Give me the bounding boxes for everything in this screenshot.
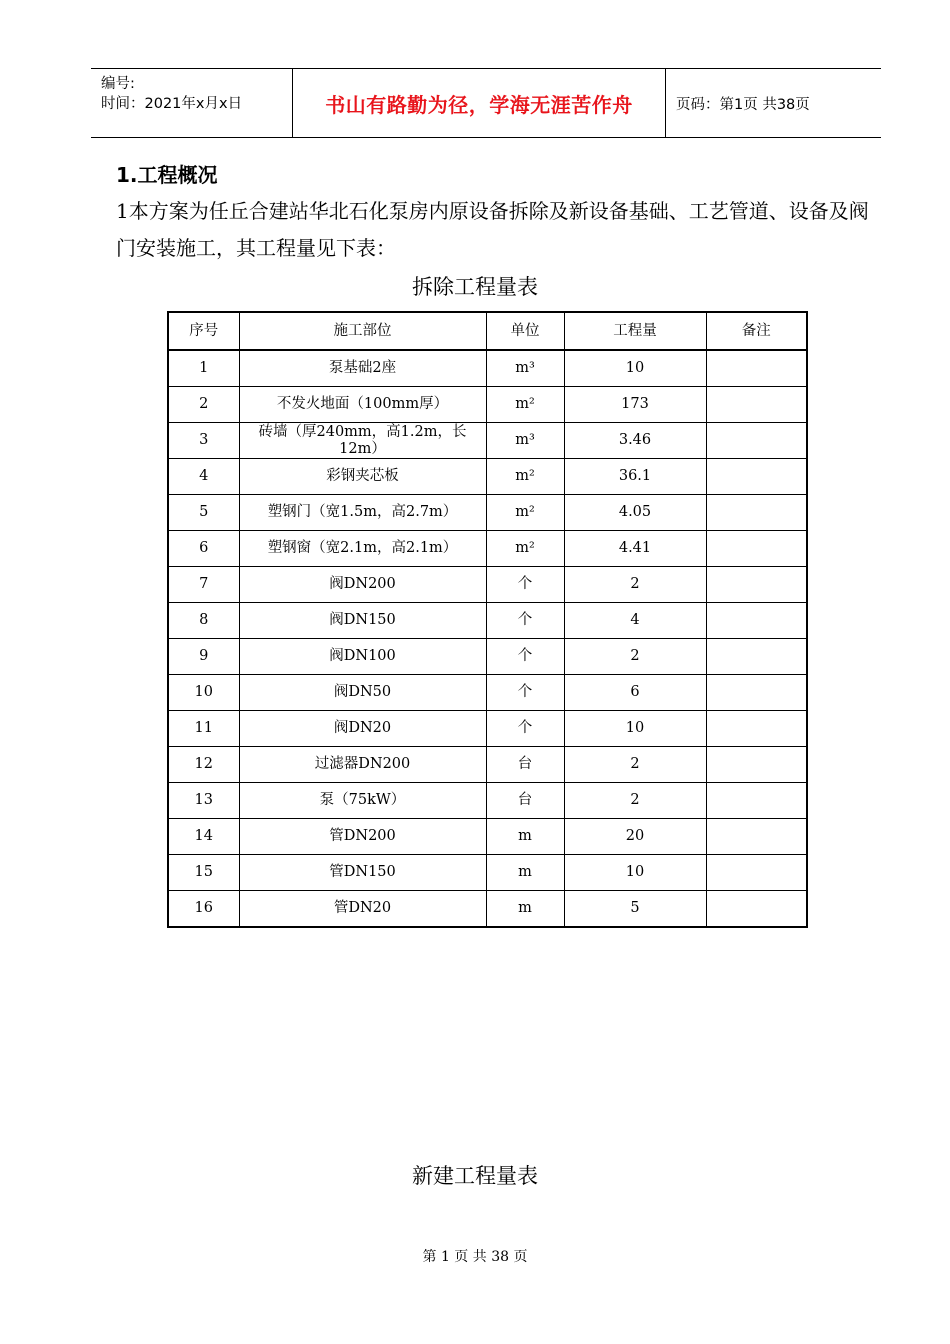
cell-unit: m [486, 891, 564, 928]
column-header-quantity: 工程量 [564, 312, 706, 350]
demolition-table-title: 拆除工程量表 [412, 275, 538, 299]
cell-unit: 个 [486, 603, 564, 639]
doc-number-label: 编号: [101, 76, 135, 92]
cell-quantity: 2 [564, 639, 706, 675]
table-row [168, 783, 807, 819]
column-header-unit: 单位 [486, 312, 564, 350]
cell-part: 管DN200 [239, 819, 486, 855]
cell-part: 泵基础2座 [239, 350, 486, 387]
cell-part: 彩钢夹芯板 [239, 459, 486, 495]
cell-unit: m² [486, 531, 564, 567]
new-construction-table-title: 新建工程量表 [412, 1164, 538, 1188]
cell-quantity: 10 [564, 350, 706, 387]
cell-seq: 16 [168, 891, 239, 928]
cell-unit: 台 [486, 747, 564, 783]
cell-part: 阀DN150 [239, 603, 486, 639]
cell-part: 阀DN20 [239, 711, 486, 747]
overview-paragraph: 1本方案为任丘合建站华北石化泵房内原设备拆除及新设备基础、工艺管道、设备及阀门安装施工，其工程量见下表： [116, 199, 869, 260]
cell-quantity: 5 [564, 891, 706, 928]
column-header-seq: 序号 [168, 312, 239, 350]
cell-remark [706, 891, 807, 928]
table-row [168, 387, 807, 423]
table-row [168, 891, 807, 928]
cell-remark [706, 819, 807, 855]
table-row [168, 855, 807, 891]
header-page-info: 页码：第1页 共38页 [676, 96, 810, 113]
page-footer: 第 1 页 共 38 页 [422, 1249, 528, 1265]
cell-quantity: 20 [564, 819, 706, 855]
column-header-remark: 备注 [706, 312, 807, 350]
cell-unit: 台 [486, 783, 564, 819]
cell-quantity: 2 [564, 783, 706, 819]
cell-remark [706, 459, 807, 495]
cell-seq: 5 [168, 495, 239, 531]
cell-quantity: 10 [564, 855, 706, 891]
table-row [168, 459, 807, 495]
cell-unit: m² [486, 459, 564, 495]
cell-unit: 个 [486, 675, 564, 711]
cell-seq: 15 [168, 855, 239, 891]
cell-seq: 4 [168, 459, 239, 495]
cell-part: 塑钢窗（宽2.1m，高2.1m） [239, 531, 486, 567]
cell-quantity: 36.1 [564, 459, 706, 495]
cell-seq: 1 [168, 350, 239, 387]
cell-part: 过滤器DN200 [239, 747, 486, 783]
cell-quantity: 173 [564, 387, 706, 423]
cell-seq: 13 [168, 783, 239, 819]
cell-seq: 2 [168, 387, 239, 423]
cell-unit: m² [486, 387, 564, 423]
table-row [168, 423, 807, 459]
cell-part: 砖墙（厚240mm，高1.2m，长12m） [239, 423, 486, 459]
demolition-quantity-table [167, 311, 808, 928]
cell-part: 阀DN200 [239, 567, 486, 603]
cell-unit: 个 [486, 567, 564, 603]
cell-remark [706, 675, 807, 711]
header-slogan-cell [293, 69, 666, 137]
cell-unit: m³ [486, 350, 564, 387]
cell-quantity: 4.05 [564, 495, 706, 531]
cell-remark [706, 350, 807, 387]
cell-remark [706, 783, 807, 819]
table-row [168, 603, 807, 639]
table-row [168, 495, 807, 531]
cell-part: 阀DN50 [239, 675, 486, 711]
cell-quantity: 6 [564, 675, 706, 711]
cell-unit: m² [486, 495, 564, 531]
cell-remark [706, 639, 807, 675]
table-header-row [168, 312, 807, 350]
cell-remark [706, 711, 807, 747]
cell-remark [706, 423, 807, 459]
cell-remark [706, 495, 807, 531]
cell-quantity: 2 [564, 567, 706, 603]
cell-seq: 9 [168, 639, 239, 675]
doc-time-label: 时间：2021年x月x日 [101, 96, 243, 112]
cell-quantity: 10 [564, 711, 706, 747]
cell-unit: 个 [486, 639, 564, 675]
cell-remark [706, 747, 807, 783]
table-row [168, 675, 807, 711]
header-slogan: 书山有路勤为径，学海无涯苦作舟 [325, 92, 633, 117]
cell-unit: m [486, 819, 564, 855]
cell-part: 管DN150 [239, 855, 486, 891]
cell-remark [706, 567, 807, 603]
table-row [168, 819, 807, 855]
cell-seq: 12 [168, 747, 239, 783]
cell-quantity: 4 [564, 603, 706, 639]
column-header-part: 施工部位 [239, 312, 486, 350]
cell-seq: 7 [168, 567, 239, 603]
section-title: 1.工程概况 [116, 163, 218, 187]
table-row [168, 639, 807, 675]
table-body [168, 350, 807, 927]
page-header [91, 68, 881, 138]
cell-quantity: 4.41 [564, 531, 706, 567]
table-row [168, 531, 807, 567]
cell-quantity: 3.46 [564, 423, 706, 459]
cell-part: 塑钢门（宽1.5m，高2.7m） [239, 495, 486, 531]
table-row [168, 567, 807, 603]
header-page-cell [666, 69, 881, 137]
cell-seq: 10 [168, 675, 239, 711]
cell-quantity: 2 [564, 747, 706, 783]
cell-remark [706, 387, 807, 423]
cell-seq: 14 [168, 819, 239, 855]
table-row [168, 350, 807, 387]
header-meta-cell [91, 69, 293, 137]
table-row [168, 747, 807, 783]
cell-seq: 3 [168, 423, 239, 459]
cell-unit: 个 [486, 711, 564, 747]
cell-remark [706, 603, 807, 639]
cell-remark [706, 855, 807, 891]
cell-unit: m³ [486, 423, 564, 459]
cell-part: 阀DN100 [239, 639, 486, 675]
cell-part: 泵（75kW） [239, 783, 486, 819]
cell-part: 不发火地面（100mm厚） [239, 387, 486, 423]
cell-seq: 11 [168, 711, 239, 747]
cell-seq: 8 [168, 603, 239, 639]
cell-unit: m [486, 855, 564, 891]
cell-seq: 6 [168, 531, 239, 567]
cell-remark [706, 531, 807, 567]
cell-part: 管DN20 [239, 891, 486, 928]
table-row [168, 711, 807, 747]
